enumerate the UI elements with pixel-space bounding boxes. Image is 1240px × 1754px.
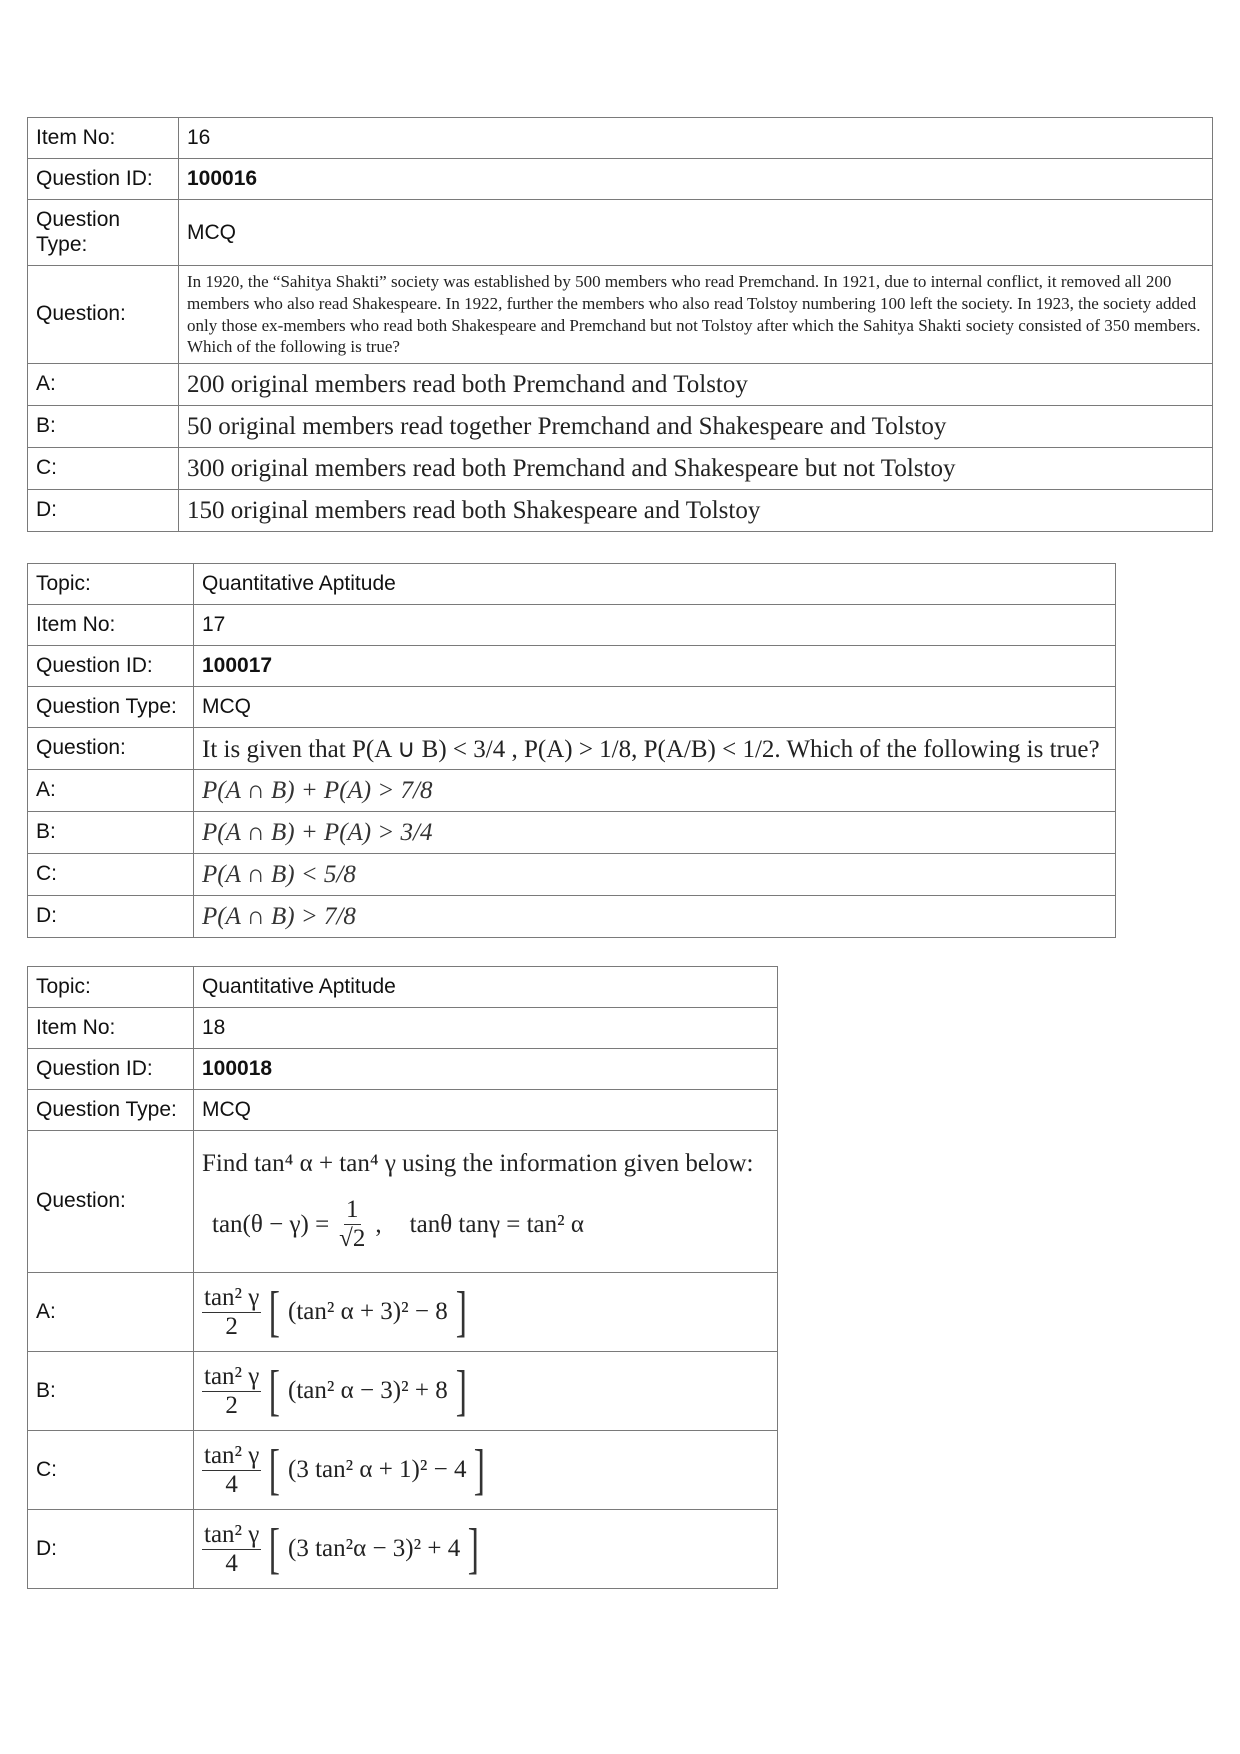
right-bracket: ] bbox=[455, 1360, 467, 1422]
right-bracket: ] bbox=[467, 1518, 480, 1580]
left-bracket: [ bbox=[269, 1518, 281, 1580]
question-row bbox=[28, 1131, 778, 1273]
coefficient-numerator: tan² γ bbox=[204, 1362, 260, 1390]
coefficient-denominator: 4 bbox=[225, 1549, 238, 1577]
given-equation-fraction bbox=[337, 1196, 367, 1253]
question-id-value: 100017 bbox=[194, 646, 1116, 687]
topic-value: Quantitative Aptitude bbox=[194, 967, 778, 1008]
question-type-row bbox=[28, 687, 1116, 728]
option-d-expression bbox=[194, 1510, 778, 1589]
option-d-text: P(A ∩ B) > 7/8 bbox=[194, 896, 1116, 938]
option-d-label: D: bbox=[28, 896, 194, 938]
option-d-label: D: bbox=[28, 490, 179, 532]
option-c-label: C: bbox=[28, 1431, 194, 1510]
question-id-value: 100018 bbox=[194, 1049, 778, 1090]
option-row-a bbox=[28, 770, 1116, 812]
item-no-label: Item No: bbox=[28, 605, 194, 646]
question-id-label: Question ID: bbox=[28, 1049, 194, 1090]
option-c-expression bbox=[194, 1431, 778, 1510]
question-type-label: Question Type: bbox=[28, 687, 194, 728]
question-table-17 bbox=[27, 563, 1116, 938]
question-id-label: Question ID: bbox=[28, 159, 179, 200]
question-line-1: Find tan⁴ α + tan⁴ γ using the information given below: bbox=[202, 1150, 754, 1177]
question-label: Question: bbox=[28, 1131, 194, 1273]
coefficient-denominator: 2 bbox=[225, 1391, 238, 1419]
option-b-label: B: bbox=[28, 406, 179, 448]
topic-row bbox=[28, 967, 778, 1008]
question-id-row bbox=[28, 1049, 778, 1090]
left-bracket: [ bbox=[269, 1439, 281, 1501]
option-row-d bbox=[28, 896, 1116, 938]
right-bracket: ] bbox=[455, 1281, 467, 1343]
item-no-label: Item No: bbox=[28, 1008, 194, 1049]
coefficient-numerator: tan² γ bbox=[204, 1441, 260, 1469]
option-row-d bbox=[28, 1510, 778, 1589]
option-row-c bbox=[28, 448, 1213, 490]
option-b-label: B: bbox=[28, 1352, 194, 1431]
option-a-label: A: bbox=[28, 1273, 194, 1352]
question-id-value: 100016 bbox=[179, 159, 1213, 200]
topic-value: Quantitative Aptitude bbox=[194, 564, 1116, 605]
question-type-row bbox=[28, 200, 1213, 266]
option-a-expression bbox=[194, 1273, 778, 1352]
question-type-value: MCQ bbox=[194, 687, 1116, 728]
question-row bbox=[28, 266, 1213, 364]
coefficient-numerator: tan² γ bbox=[204, 1520, 260, 1548]
option-b-text: P(A ∩ B) + P(A) > 3/4 bbox=[194, 812, 1116, 854]
question-line-2 bbox=[202, 1196, 769, 1253]
question-row bbox=[28, 728, 1116, 770]
option-row-b bbox=[28, 406, 1213, 448]
question-label: Question: bbox=[28, 728, 194, 770]
option-c-label: C: bbox=[28, 448, 179, 490]
option-row-a bbox=[28, 1273, 778, 1352]
item-no-value: 18 bbox=[194, 1008, 778, 1049]
option-row-b bbox=[28, 812, 1116, 854]
option-b-inner: (tan² α − 3)² + 8 bbox=[288, 1377, 448, 1404]
item-no-value: 17 bbox=[194, 605, 1116, 646]
right-bracket: ] bbox=[474, 1439, 486, 1501]
topic-row bbox=[28, 564, 1116, 605]
question-id-row bbox=[28, 646, 1116, 687]
item-no-row bbox=[28, 1008, 778, 1049]
option-d-text: 150 original members read both Shakespeare and Tolstoy bbox=[179, 490, 1213, 532]
option-row-b bbox=[28, 1352, 778, 1431]
option-a-label: A: bbox=[28, 770, 194, 812]
question-table-18 bbox=[27, 966, 778, 1589]
question-table-16 bbox=[27, 117, 1213, 532]
left-bracket: [ bbox=[269, 1281, 281, 1343]
option-b-coefficient bbox=[202, 1363, 261, 1420]
given-equation-rhs: tanθ tanγ = tan² α bbox=[409, 1210, 584, 1238]
option-b-expression bbox=[194, 1352, 778, 1431]
option-a-label: A: bbox=[28, 364, 179, 406]
question-type-value: MCQ bbox=[194, 1090, 778, 1131]
option-c-inner: (3 tan² α + 1)² − 4 bbox=[288, 1456, 467, 1483]
option-c-label: C: bbox=[28, 854, 194, 896]
question-type-label: Question Type: bbox=[28, 1090, 194, 1131]
question-cell bbox=[194, 1131, 778, 1273]
option-row-c bbox=[28, 1431, 778, 1510]
fraction-denominator: √2 bbox=[339, 1225, 366, 1252]
item-no-label: Item No: bbox=[28, 118, 179, 159]
topic-label: Topic: bbox=[28, 967, 194, 1008]
given-equation-lhs: tan(θ − γ) = bbox=[212, 1210, 330, 1238]
option-c-coefficient bbox=[202, 1442, 261, 1499]
option-a-text: 200 original members read both Premchand and Tolstoy bbox=[179, 364, 1213, 406]
question-type-value: MCQ bbox=[179, 200, 1213, 266]
coefficient-denominator: 2 bbox=[225, 1312, 238, 1340]
comma-separator: , bbox=[375, 1210, 382, 1238]
coefficient-numerator: tan² γ bbox=[204, 1283, 260, 1311]
option-c-text: 300 original members read both Premchand and Shakespeare but not Tolstoy bbox=[179, 448, 1213, 490]
option-d-label: D: bbox=[28, 1510, 194, 1589]
question-text: In 1920, the “Sahitya Shakti” society was established by 500 members who read Premchand. In 1921, due to internal conflict, it removed all 200 members who also read Shakespeare. In 1922, further the members who also read Tolstoy numbering 100 left the society. In 1923, the society added only those ex-members who read both Shakespeare and Premchand but not Tolstoy after which the Sahitya Shakti society consisted of 350 members. Which of the following is true? bbox=[179, 266, 1213, 364]
question-id-row bbox=[28, 159, 1213, 200]
item-no-value: 16 bbox=[179, 118, 1213, 159]
option-b-label: B: bbox=[28, 812, 194, 854]
question-type-label: Question Type: bbox=[28, 200, 179, 266]
left-bracket: [ bbox=[269, 1360, 281, 1422]
item-no-row bbox=[28, 605, 1116, 646]
option-row-d bbox=[28, 490, 1213, 532]
option-b-text: 50 original members read together Premchand and Shakespeare and Tolstoy bbox=[179, 406, 1213, 448]
option-a-text: P(A ∩ B) + P(A) > 7/8 bbox=[194, 770, 1116, 812]
option-a-coefficient bbox=[202, 1284, 261, 1341]
question-label: Question: bbox=[28, 266, 179, 364]
topic-label: Topic: bbox=[28, 564, 194, 605]
question-type-row bbox=[28, 1090, 778, 1131]
option-row-c bbox=[28, 854, 1116, 896]
option-row-a bbox=[28, 364, 1213, 406]
option-c-text: P(A ∩ B) < 5/8 bbox=[194, 854, 1116, 896]
option-d-coefficient bbox=[202, 1521, 261, 1578]
item-no-row bbox=[28, 118, 1213, 159]
fraction-numerator: 1 bbox=[346, 1196, 359, 1223]
option-d-inner: (3 tan²α − 3)² + 4 bbox=[288, 1535, 461, 1562]
question-text: It is given that P(A ∪ B) < 3/4 , P(A) > 1/8, P(A/B) < 1/2. Which of the following is true? bbox=[194, 728, 1116, 770]
coefficient-denominator: 4 bbox=[225, 1470, 238, 1498]
option-a-inner: (tan² α + 3)² − 8 bbox=[288, 1298, 448, 1325]
question-id-label: Question ID: bbox=[28, 646, 194, 687]
